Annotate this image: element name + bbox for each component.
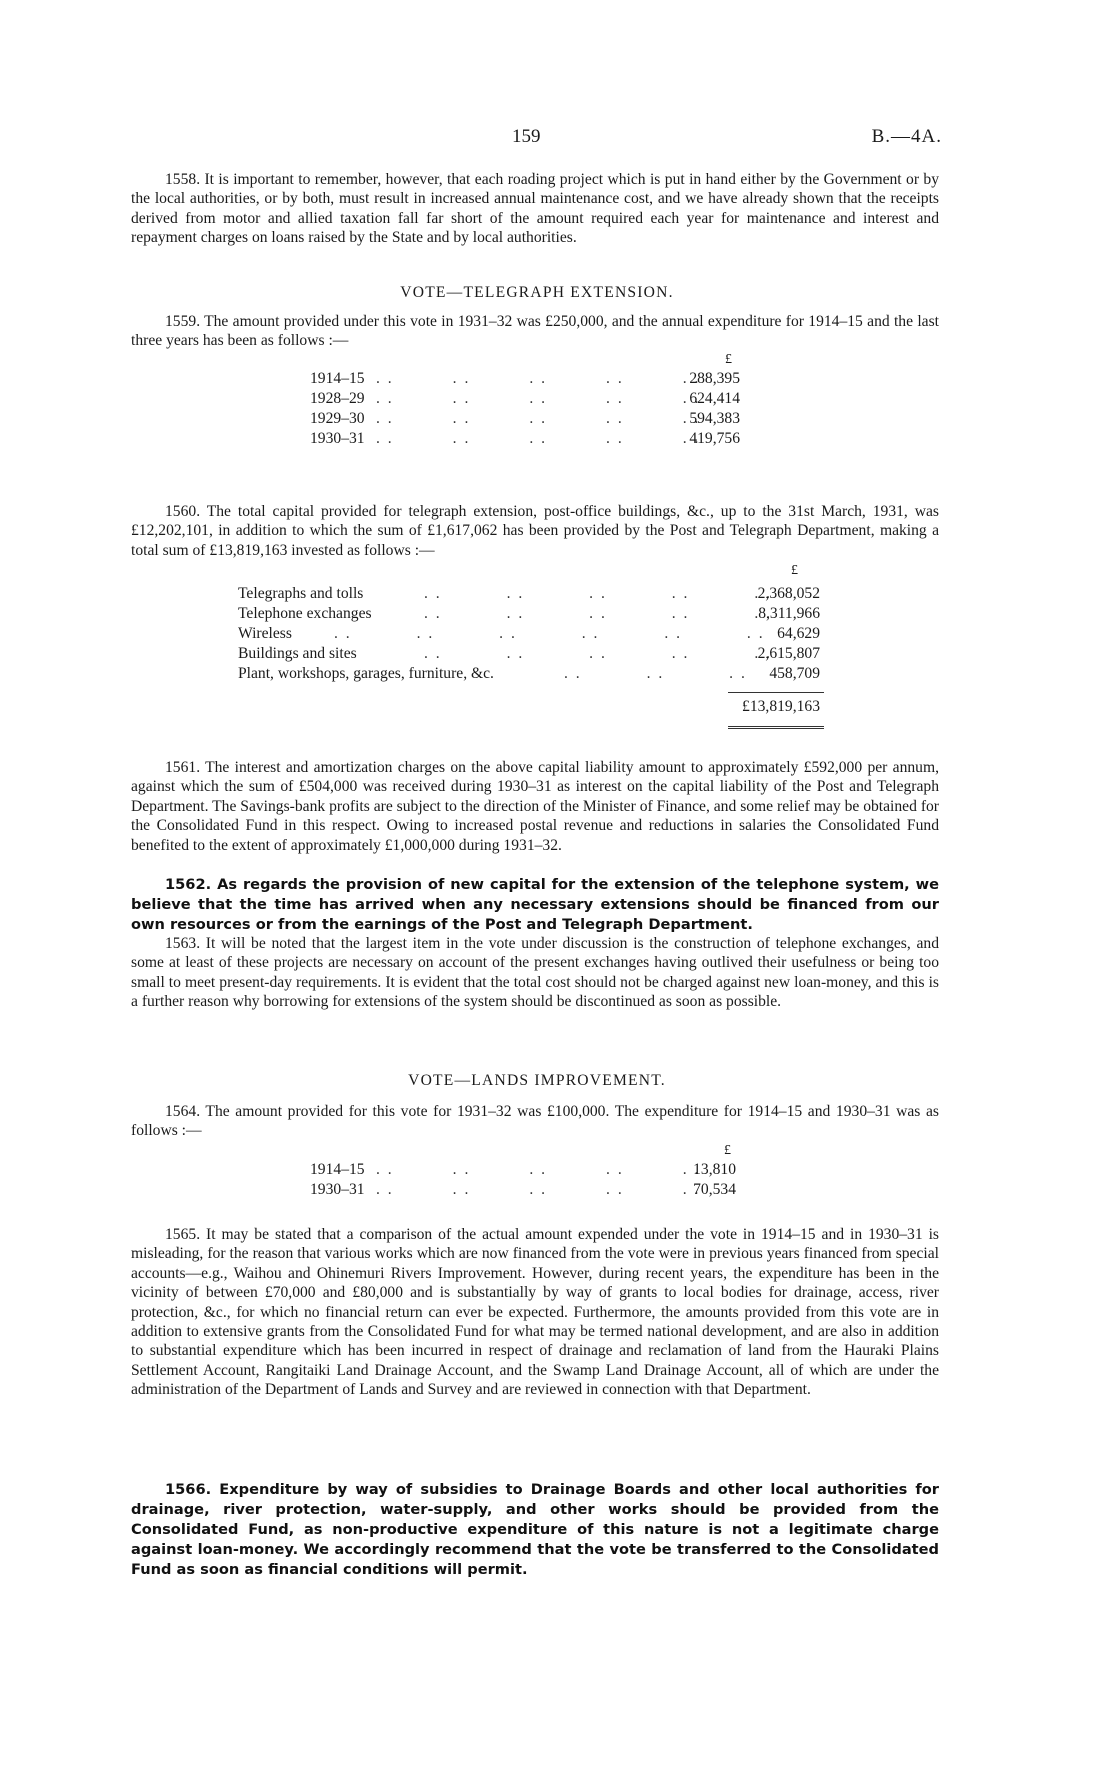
total-amount: £13,819,163: [742, 698, 820, 715]
item-cell: Wireless: [238, 625, 292, 642]
paragraph-1558: 1558. It is important to remember, however, that each roading project which is put in hand either by the Government or by the local authorities, or by both, must result in increased annual maintenance cost, and we have already shown that the receipts derived from motor and allied taxation fall far short of the amount required each year for maintenance and interest and repayment charges on loans raised by the State and by local authorities.: [131, 171, 939, 247]
table-row: [310, 410, 770, 430]
amount-cell: 2,368,052: [757, 585, 820, 602]
heading-lands-improvement: VOTE—LANDS IMPROVEMENT.: [408, 1072, 666, 1089]
paragraph-1566: 1566. Expenditure by way of subsidies to Drainage Boards and other local authorities for drainage, river protection, water-supply, and other works should be provided from the Consolidated Fund, as non-productive expenditure of this nature is not a legitimate charge against loan-money. We accordingly recommend that the vote be transferred to the Consolidated Fund as soon as financial conditions will permit.: [131, 1481, 939, 1578]
amount-cell: 2,615,807: [757, 645, 820, 662]
total-double-rule: [728, 726, 824, 731]
year-cell: 1929–30: [310, 410, 365, 427]
item-cell: Buildings and sites: [238, 645, 357, 662]
year-cell: 1930–31: [310, 1181, 365, 1198]
telegraph-expenditure-table: [310, 352, 770, 452]
leader-dots: . . . . . . . . . .: [376, 1161, 701, 1178]
table-row: [310, 1181, 770, 1201]
paragraph-1562: 1562. As regards the provision of new capital for the extension of the telephone system, we believe that the time has arrived when any necessary extensions should be financed from our own resources or from the earnings of the Post and Telegraph Department.: [131, 876, 939, 933]
leader-dots: . . . . . . . . . .: [376, 430, 701, 447]
currency-header: £: [791, 563, 798, 578]
table-row: [238, 645, 838, 665]
table-row: [238, 665, 838, 685]
amount-cell: 458,709: [769, 665, 820, 682]
table-row: [310, 370, 770, 390]
paragraph-1559: 1559. The amount provided under this vote in 1931–32 was £250,000, and the annual expenditure for 1914–15 and the last three years has been as follows :—: [131, 313, 939, 350]
table-row: [238, 585, 838, 605]
heading-telegraph-extension: VOTE—TELEGRAPH EXTENSION.: [400, 284, 674, 301]
amount-cell: 13,810: [693, 1161, 736, 1178]
amount-cell: 594,383: [689, 410, 740, 427]
amount-cell: 624,414: [689, 390, 740, 407]
leader-dots: . . . . . . . . . .: [376, 410, 701, 427]
amount-cell: 64,629: [777, 625, 820, 642]
table-row: [238, 605, 838, 625]
amount-cell: 419,756: [689, 430, 740, 447]
year-cell: 1914–15: [310, 370, 365, 387]
currency-header: £: [725, 352, 732, 367]
year-cell: 1914–15: [310, 1161, 365, 1178]
total-rule: [728, 692, 824, 693]
table-row: [310, 430, 770, 450]
leader-dots: . . . . . .: [564, 665, 747, 682]
leader-dots: . . . . . . . . . .: [424, 605, 773, 622]
page-header: [0, 126, 1114, 150]
leader-dots: . . . . . . . . . .: [376, 390, 701, 407]
leader-dots: . . . . . . . . . .: [424, 585, 773, 602]
amount-cell: 288,395: [689, 370, 740, 387]
paragraph-1563: 1563. It will be noted that the largest item in the vote under discussion is the construction of telephone exchanges, and some at least of these projects are necessary on account of the present exchanges having outlived their usefulness or being too small to meet present-day requirements. It is evident that the total cost should not be charged against new loan-money, and this is a further reason why borrowing for extensions of the system should be discontinued as soon as possible.: [131, 935, 939, 1011]
item-cell: Telephone exchanges: [238, 605, 372, 622]
item-cell: Plant, workshops, garages, furniture, &c.: [238, 665, 494, 682]
table-row: [238, 625, 838, 645]
year-cell: 1930–31: [310, 430, 365, 447]
leader-dots: . . . . . . . . . .: [424, 645, 773, 662]
leader-dots: . . . . . . . . . .: [376, 370, 701, 387]
table-row: [310, 390, 770, 410]
leader-dots: . . . . . . . . . .: [376, 1181, 701, 1198]
amount-cell: 8,311,966: [758, 605, 820, 622]
page-number: 159: [512, 126, 541, 147]
capital-invested-table: [238, 563, 838, 733]
table-row: [310, 1161, 770, 1181]
currency-header: £: [724, 1143, 731, 1158]
paragraph-1565: 1565. It may be stated that a comparison of the actual amount expended under the vote in 1914–15 and in 1930–31 is misleading, for the reason that various works which are now financed from the vote were in previous years financed from special accounts—e.g., Waihou and Ohinemuri Rivers Improvement. However, during recent years, the expenditure has been in the vicinity of between £70,000 and £80,000 and is substantially by way of grants to local bodies for drainage, access, river protection, &c., for which no financial return can ever be expected. Furthermore, the amounts provided from this vote are in addition to extensive grants from the Consolidated Fund for what may be termed national development, and are also in addition to substantial expenditure which has been incurred in respect of drainage and reclamation of land from the Hauraki Plains Settlement Account, Rangitaiki Land Drainage Account, and the Swamp Land Drainage Account, all of which are under the administration of the Department of Lands and Survey and are reviewed in connection with that Department.: [131, 1226, 939, 1399]
paragraph-1564: 1564. The amount provided for this vote for 1931–32 was £100,000. The expenditure for 1914–15 and 1930–31 was as follows :—: [131, 1103, 939, 1140]
lands-expenditure-table: [310, 1143, 770, 1203]
item-cell: Telegraphs and tolls: [238, 585, 364, 602]
paragraph-1561: 1561. The interest and amortization charges on the above capital liability amount to approximately £592,000 per annum, against which the sum of £504,000 was received during 1930–31 as interest on the capital liability of the Post and Telegraph Department. The Savings-bank profits are subject to the direction of the Minister of Finance, and some relief may be obtained for the Consolidated Fund in this respect. Owing to increased postal revenue and reductions in salaries the Consolidated Fund benefited to the extent of approximately £1,000,000 during 1931–32.: [131, 759, 939, 854]
table-total-row: [238, 698, 838, 718]
year-cell: 1928–29: [310, 390, 365, 407]
paragraph-1560: 1560. The total capital provided for telegraph extension, post-office buildings, &c., up to the 31st March, 1931, was £12,202,101, in addition to which the sum of £1,617,062 has been provided by the Post and Telegraph Department, making a total sum of £13,819,163 invested as follows :—: [131, 503, 939, 559]
document-reference: B.—4A.: [871, 126, 942, 147]
amount-cell: 70,534: [693, 1181, 736, 1198]
leader-dots: . . . . . . . . . . . .: [334, 625, 765, 642]
